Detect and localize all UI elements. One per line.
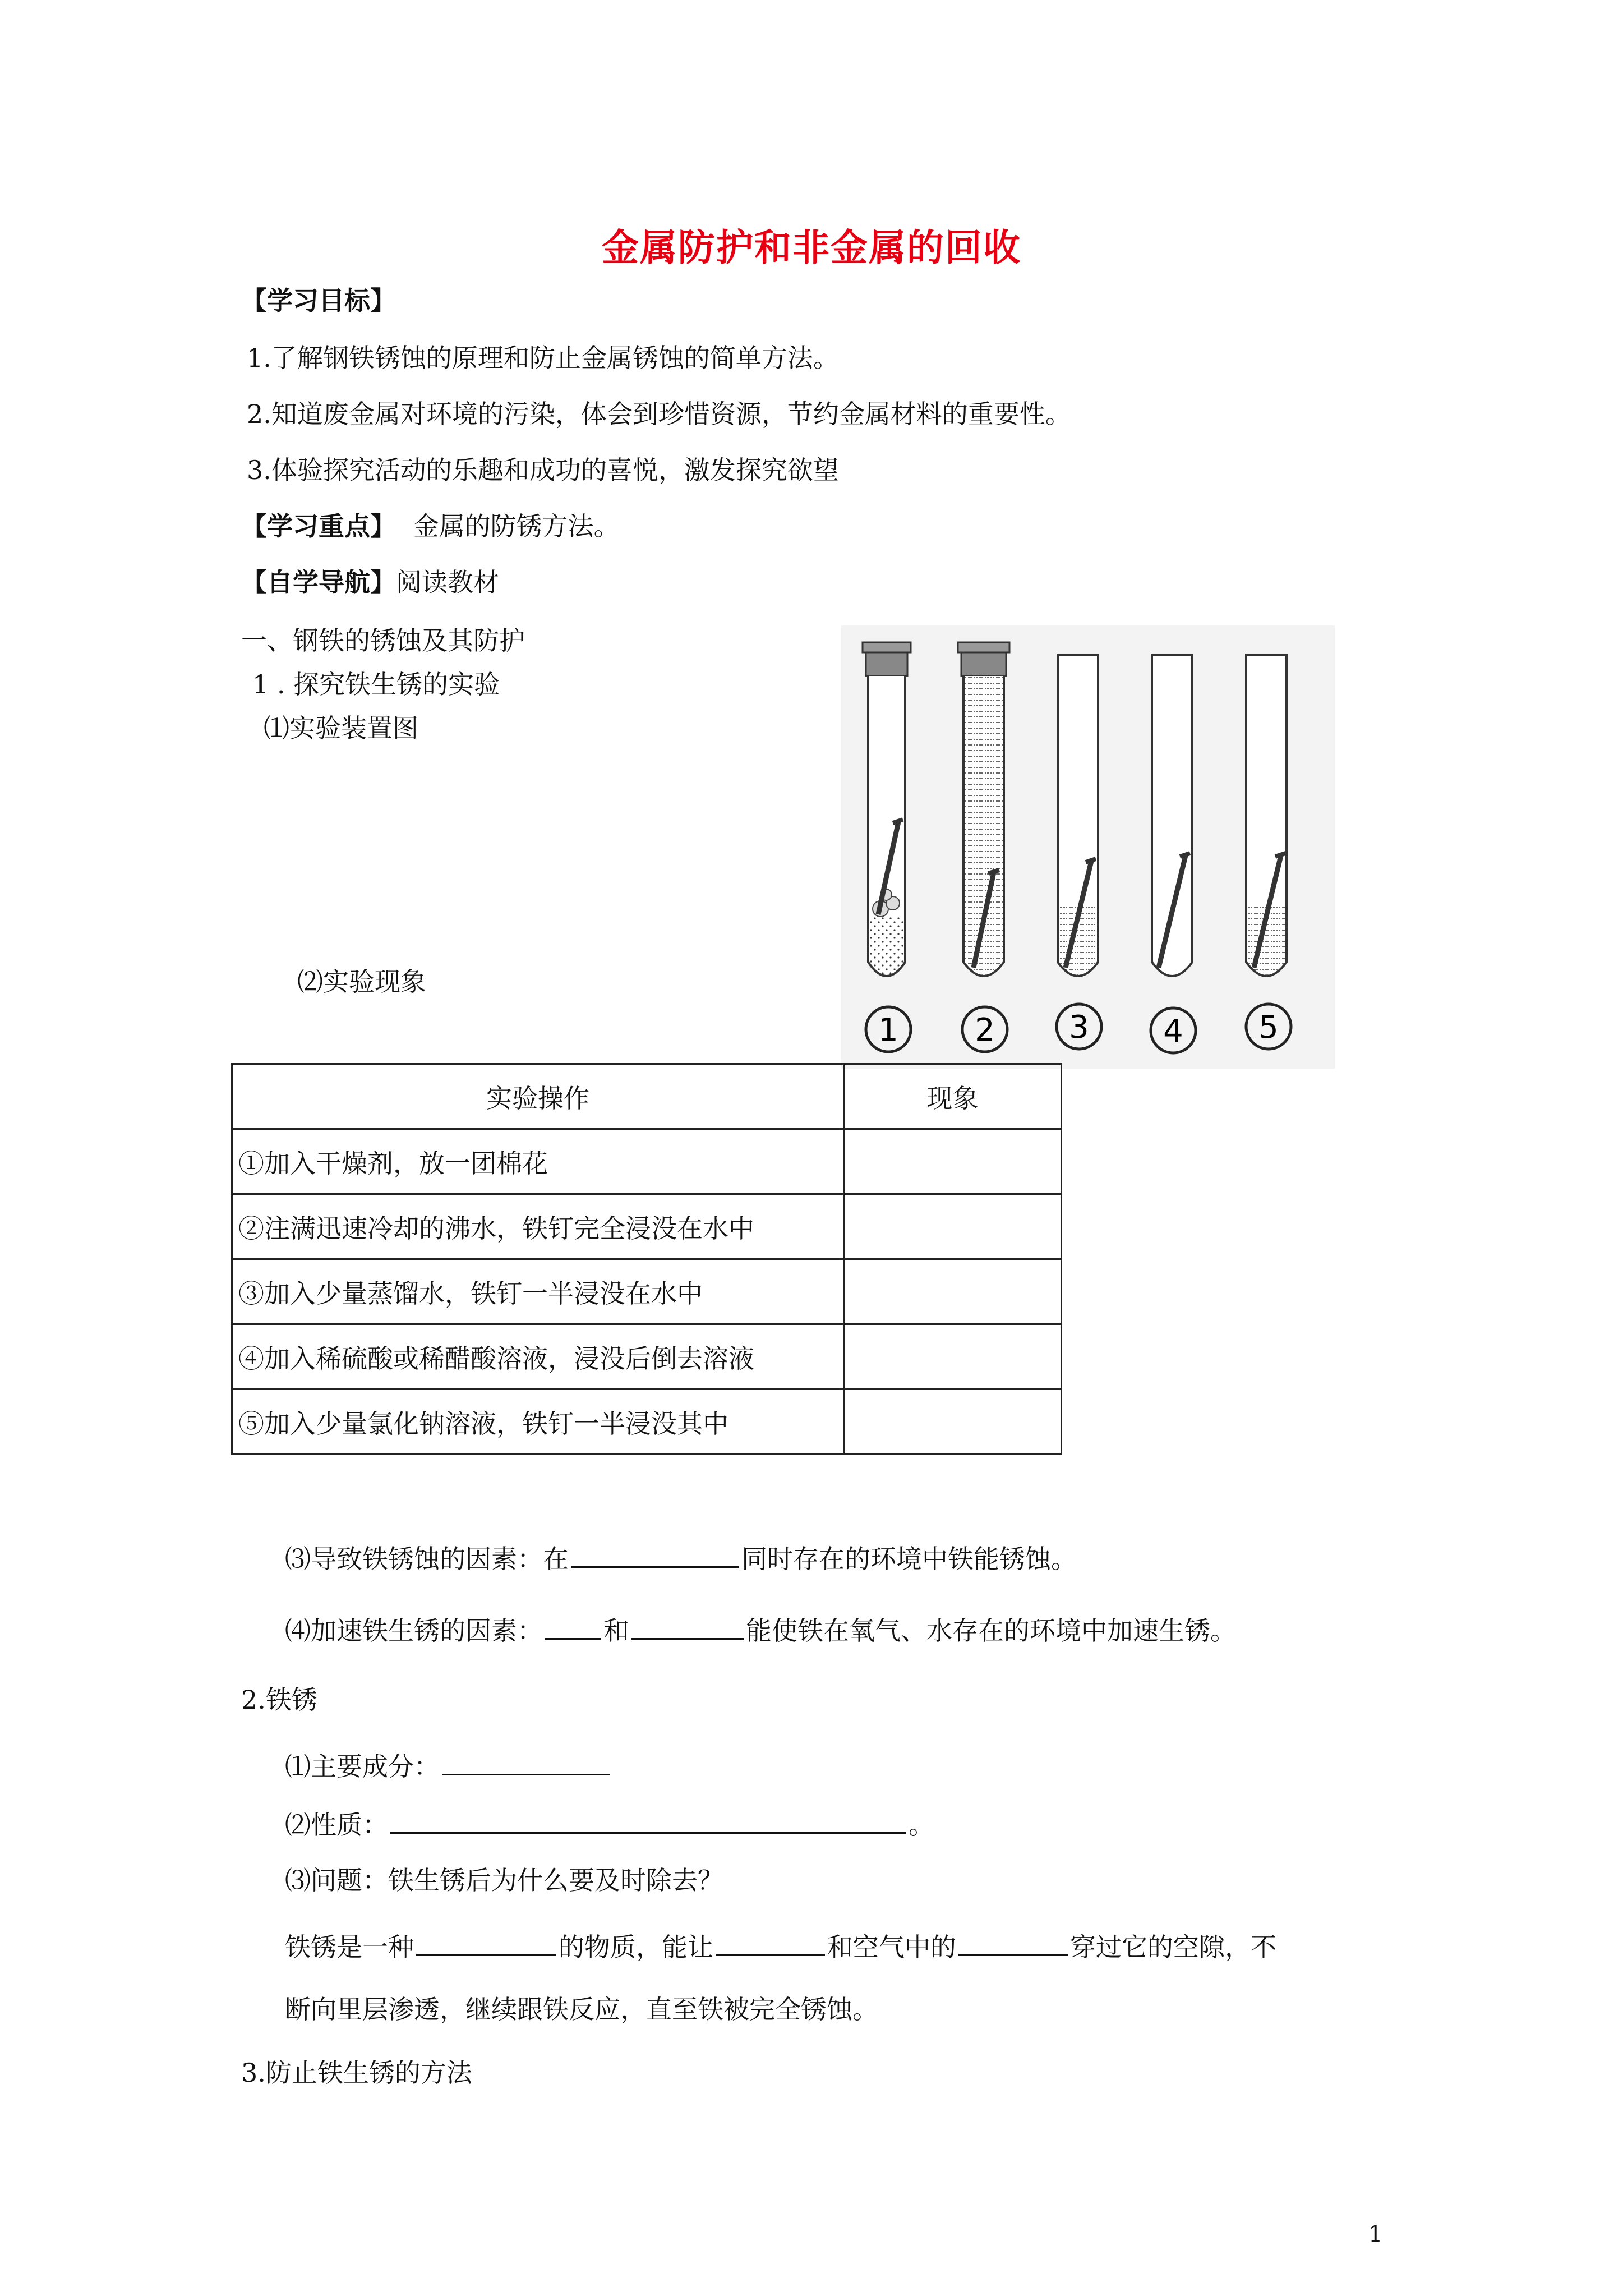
rust-answer-line1 <box>285 1930 1276 1964</box>
tube-label-5: 5 <box>1258 1009 1279 1046</box>
tube-label-2: 2 <box>975 1012 995 1048</box>
table-cell-operation: ③加入少量蒸馏水，铁钉一半浸没在水中 <box>232 1259 844 1324</box>
question-3 <box>285 1542 1077 1576</box>
table-row <box>232 1194 1062 1259</box>
test-tube-5 <box>1246 655 1287 976</box>
goal-item-3: 3.体验探究活动的乐趣和成功的喜悦，激发探究欲望 <box>247 455 839 485</box>
q3-suffix: 同时存在的环境中铁能锈蚀。 <box>741 1544 1077 1574</box>
focus-header: 【学习重点】 <box>241 511 396 541</box>
question-4 <box>285 1613 1236 1648</box>
section1-title: 一、钢铁的锈蚀及其防护 <box>241 625 525 656</box>
guide-header: 【自学导航】 <box>241 567 396 597</box>
table-row <box>232 1129 1062 1194</box>
test-tube-figure <box>841 625 1335 1069</box>
table-cell-operation: ①加入干燥剂，放一团棉花 <box>232 1129 844 1194</box>
section1-sub1a: ⑴实验装置图 <box>264 713 418 743</box>
table-cell-operation: ⑤加入少量氯化钠溶液，铁钉一半浸没其中 <box>232 1389 844 1455</box>
composition-blank[interactable] <box>442 1749 610 1775</box>
goals-header: 【学习目标】 <box>241 286 396 316</box>
answer-d: 穿过它的空隙，不 <box>1070 1932 1276 1962</box>
test-tube-3 <box>1058 655 1098 976</box>
table-cell-operation: ②注满迅速冷却的沸水，铁钉完全浸没在水中 <box>232 1194 844 1259</box>
rust-composition <box>285 1749 612 1783</box>
rust-answer-line2: 断向里层渗透，继续跟铁反应，直至铁被完全锈蚀。 <box>285 1994 878 2024</box>
q4-suffix: 能使铁在氧气、水存在的环境中加速生锈。 <box>746 1616 1236 1646</box>
q4-blank-1[interactable] <box>545 1613 601 1640</box>
answer-b: 的物质，能让 <box>559 1932 713 1962</box>
composition-label: ⑴主要成分： <box>285 1751 440 1782</box>
table-cell-phenomenon[interactable] <box>844 1194 1062 1259</box>
focus-line <box>241 509 620 543</box>
answer-blank-1[interactable] <box>416 1930 556 1956</box>
test-tube-1 <box>863 642 911 976</box>
header-operation: 实验操作 <box>232 1064 844 1129</box>
answer-blank-3[interactable] <box>958 1930 1068 1956</box>
guide-line <box>241 565 499 599</box>
test-tube-2 <box>958 642 1009 976</box>
table-row <box>232 1324 1062 1389</box>
table-row <box>232 1259 1062 1324</box>
answer-a: 铁锈是一种 <box>285 1932 414 1962</box>
table-cell-phenomenon[interactable] <box>844 1129 1062 1194</box>
table-row <box>232 1389 1062 1455</box>
q4-mid: 和 <box>603 1616 629 1646</box>
rust-property <box>285 1807 934 1842</box>
tube-label-1: 1 <box>878 1012 898 1048</box>
experiment-table <box>231 1063 1062 1455</box>
page-number: 1 <box>1368 2221 1383 2247</box>
goal-item-2: 2.知道废金属对环境的污染，体会到珍惜资源，节约金属材料的重要性。 <box>247 399 1071 429</box>
tube-label-4: 4 <box>1163 1013 1183 1050</box>
section1-sub1b: ⑵实验现象 <box>297 967 426 997</box>
rust-title: 2.铁锈 <box>241 1685 317 1715</box>
tube-label-3: 3 <box>1069 1009 1089 1046</box>
rust-question: ⑶问题：铁生锈后为什么要及时除去？ <box>285 1865 723 1895</box>
test-tube-4 <box>1152 655 1192 976</box>
focus-text: 金属的防锈方法。 <box>413 511 620 541</box>
table-cell-phenomenon[interactable] <box>844 1259 1062 1324</box>
property-end: 。 <box>909 1810 934 1840</box>
answer-c: 和空气中的 <box>827 1932 956 1962</box>
guide-text: 阅读教材 <box>396 567 499 597</box>
header-phenomenon: 现象 <box>844 1064 1062 1129</box>
section3-title: 3.防止铁生锈的方法 <box>241 2058 472 2088</box>
property-blank[interactable] <box>390 1807 906 1834</box>
table-cell-operation: ④加入稀硫酸或稀醋酸溶液，浸没后倒去溶液 <box>232 1324 844 1389</box>
q4-blank-2[interactable] <box>631 1613 744 1640</box>
table-header-row <box>232 1064 1062 1129</box>
property-label: ⑵性质： <box>285 1810 388 1840</box>
q3-prefix: ⑶导致铁锈蚀的因素：在 <box>285 1544 569 1574</box>
table-cell-phenomenon[interactable] <box>844 1389 1062 1455</box>
section1-sub1: 1 . 探究铁生锈的实验 <box>252 669 500 700</box>
table-cell-phenomenon[interactable] <box>844 1324 1062 1389</box>
answer-blank-2[interactable] <box>716 1930 825 1956</box>
q3-blank[interactable] <box>571 1542 739 1568</box>
q4-prefix: ⑷加速铁生锈的因素： <box>285 1616 543 1646</box>
document-title: 金属防护和非金属的回收 <box>602 226 1021 269</box>
goal-item-1: 1.了解钢铁锈蚀的原理和防止金属锈蚀的简单方法。 <box>247 343 839 373</box>
